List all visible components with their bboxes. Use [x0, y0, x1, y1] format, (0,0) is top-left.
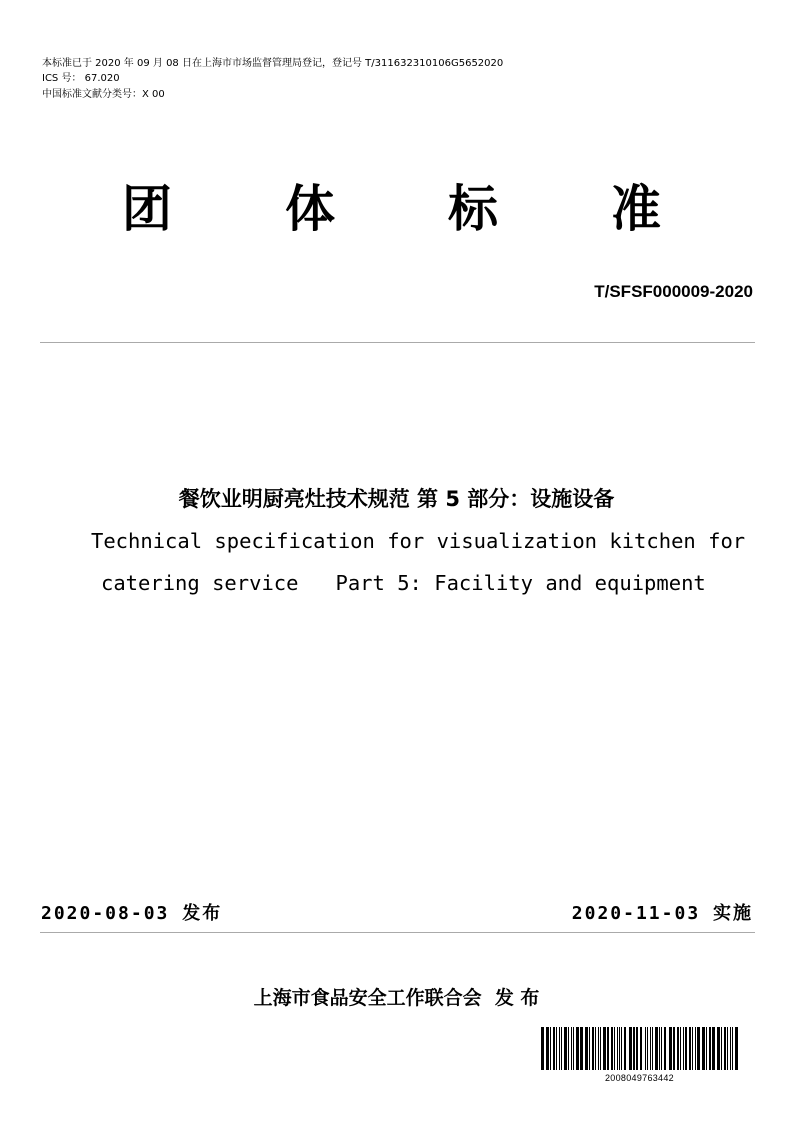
publisher-action: 发 布 [494, 987, 540, 1009]
implement-label: 实施 [713, 903, 753, 924]
barcode-image [541, 1027, 738, 1070]
publish-date-block [41, 901, 222, 927]
header-title-char: 标 [448, 180, 498, 238]
header-title-char: 准 [611, 180, 661, 238]
ics-number: ICS 号： 67.020 [42, 73, 120, 84]
top-divider [40, 342, 755, 343]
publisher-block [0, 984, 793, 1012]
header-title-char: 体 [285, 180, 335, 238]
standard-code: T/SFSF000009-2020 [594, 282, 753, 301]
publish-label: 发布 [182, 903, 223, 924]
registration-line: 本标准已于 2020 年 09 月 08 日在上海市市场监督管理局登记，登记号 T/311632310106G5652020 [42, 58, 504, 69]
classification-number: 中国标准文献分类号：X 00 [42, 89, 165, 100]
title-english-line-1: Technical specification for visualization kitchen for [91, 529, 746, 553]
header-title-char: 团 [122, 180, 172, 238]
title-chinese: 餐饮业明厨亮灶技术规范 第 5 部分：设施设备 [178, 487, 615, 511]
implement-date: 2020-11-03 [571, 903, 701, 924]
title-english-line-2: catering service Part 5: Facility and equipment [101, 571, 706, 595]
implement-date-block [572, 901, 753, 927]
bottom-divider [40, 932, 755, 933]
barcode-number: 2008049763442 [605, 1073, 674, 1083]
publish-date: 2020-08-03 [41, 903, 170, 924]
publisher-name: 上海市食品安全工作联合会 [253, 987, 482, 1009]
